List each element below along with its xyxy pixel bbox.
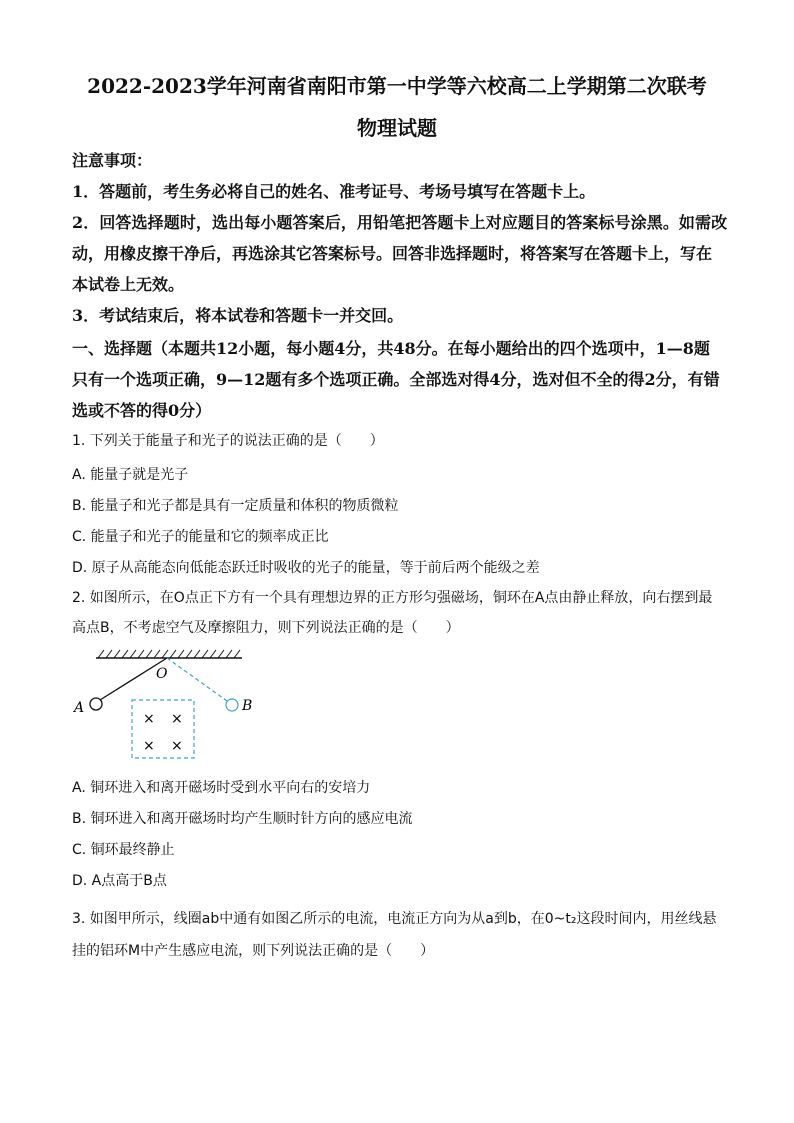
page-title: 2022-2023学年河南省南阳市第一中学等六校高二上学期第二次联考 (87, 74, 707, 98)
answer-option: D. 原子从高能态向低能态跃迁时吸收的光子的能量，等于前后两个能级之差 (72, 560, 540, 576)
question-stem: 3. 如图甲所示，线圈ab中通有如图乙所示的电流，电流正方向为从a到b，在0~t₂这段时间内，用丝线悬 (72, 911, 717, 927)
answer-option: D. A点高于B点 (72, 873, 167, 889)
notice-heading: 注意事项： (72, 151, 153, 170)
label-a: A (74, 700, 85, 716)
answer-option: B. 铜环进入和离开磁场时均产生顺时针方向的感应电流 (72, 811, 413, 827)
label-b: B (242, 698, 253, 714)
question-stem: 高点B，不考虑空气及摩擦阻力，则下列说法正确的是（ ） (72, 620, 460, 636)
page-subtitle: 物理试题 (357, 116, 437, 140)
copper-ring-b (226, 699, 238, 711)
answer-option: A. 铜环进入和离开磁场时受到水平向右的安培力 (72, 780, 371, 796)
field-mark: × (143, 711, 155, 727)
notice-item: 本试卷上无效。 (72, 275, 185, 294)
section-heading: 选或不答的得0分） (72, 401, 212, 420)
pendulum-diagram (70, 644, 270, 764)
answer-option: C. 能量子和光子的能量和它的频率成正比 (72, 529, 329, 545)
notice-item: 2．回答选择题时，选出每小题答案后，用铅笔把答题卡上对应题目的答案标号涂黑。如需改 (72, 213, 728, 232)
answer-option: C. 铜环最终静止 (72, 842, 175, 858)
section-heading: 只有一个选项正确，9—12题有多个选项正确。全部选对得4分，选对但不全的得2分，有错 (72, 370, 720, 389)
question-stem: 1. 下列关于能量子和光子的说法正确的是（ ） (72, 433, 384, 449)
notice-item: 动，用橡皮擦干净后，再选涂其它答案标号。回答非选择题时，将答案写在答题卡上，写在 (72, 244, 713, 263)
answer-option: A. 能量子就是光子 (72, 467, 189, 483)
question-stem: 2. 如图所示，在O点正下方有一个具有理想边界的正方形匀强磁场，铜环在A点由静止释放，向右摆到最 (72, 590, 713, 606)
ceiling-hatch (98, 650, 240, 658)
question-stem: 挂的铝环M中产生感应电流，则下列说法正确的是（ ） (72, 943, 435, 959)
field-mark: × (143, 738, 155, 754)
label-o: O (156, 666, 168, 682)
magnetic-field-region (132, 700, 194, 758)
answer-option: B. 能量子和光子都是具有一定质量和体积的物质微粒 (72, 498, 399, 514)
section-heading: 一、选择题（本题共12小题，每小题4分，共48分。在每小题给出的四个选项中，1—8题 (72, 339, 710, 358)
field-mark: × (171, 711, 183, 727)
field-mark: × (171, 738, 183, 754)
pendulum-string-b (167, 658, 227, 701)
notice-item: 1．答题前，考生务必将自己的姓名、准考证号、考场号填写在答题卡上。 (72, 182, 596, 201)
notice-item: 3．考试结束后，将本试卷和答题卡一并交回。 (72, 306, 404, 325)
copper-ring-a (90, 698, 102, 710)
